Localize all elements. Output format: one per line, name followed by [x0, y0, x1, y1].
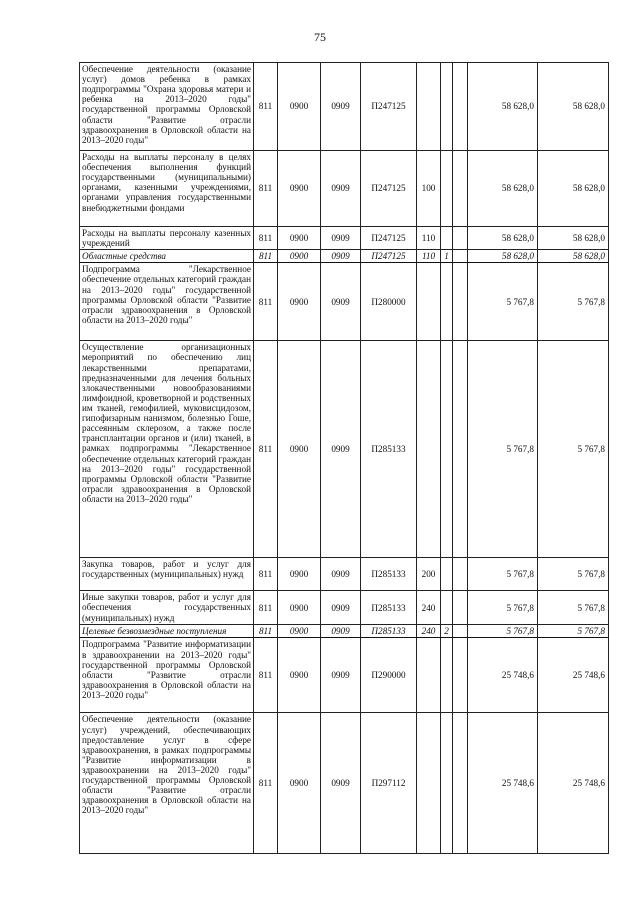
- ministry-code-cell: 811: [254, 638, 278, 713]
- amount-total-cell: 58 628,0: [468, 63, 538, 151]
- expense-type-cell: [417, 713, 441, 854]
- ministry-code-cell: 811: [254, 625, 278, 638]
- row-name-cell: Областные средства: [80, 250, 254, 263]
- table-row: [80, 625, 609, 638]
- subsection-code-cell: 0909: [321, 263, 361, 341]
- expense-type-cell: 110: [417, 250, 441, 263]
- ministry-code-cell: 811: [254, 151, 278, 227]
- empty-cell: [453, 263, 468, 341]
- target-article-cell: П247125: [361, 227, 417, 250]
- table-row: [80, 638, 609, 713]
- amount-second-cell: 5 767,8: [538, 263, 609, 341]
- funding-source-cell: [441, 341, 453, 558]
- ministry-code-cell: 811: [254, 250, 278, 263]
- funding-source-cell: 1: [441, 250, 453, 263]
- page-number: 75: [314, 30, 326, 44]
- amount-total-cell: 25 748,6: [468, 638, 538, 713]
- section-code-cell: 0900: [278, 625, 321, 638]
- section-code-cell: 0900: [278, 638, 321, 713]
- amount-total-cell: 5 767,8: [468, 341, 538, 558]
- empty-cell: [453, 341, 468, 558]
- row-name-cell: Целевые безвозмездные поступления: [80, 625, 254, 638]
- target-article-cell: П247125: [361, 250, 417, 263]
- budget-table: [79, 62, 609, 854]
- amount-second-cell: 5 767,8: [538, 558, 609, 591]
- row-name-cell: Обеспечение деятельности (оказание услуг) домов ребенка в рамках подпрограммы "Охрана здоровья матери и ребенка на 2013–2020 годы" государственной программы Орловской области "Развитие отрасли здравоохранения в Орловской области на 2013–2020 годы": [80, 63, 254, 151]
- target-article-cell: П285133: [361, 341, 417, 558]
- funding-source-cell: [441, 151, 453, 227]
- subsection-code-cell: 0909: [321, 63, 361, 151]
- ministry-code-cell: 811: [254, 341, 278, 558]
- table-row: [80, 227, 609, 250]
- target-article-cell: П290000: [361, 638, 417, 713]
- table-row: [80, 63, 609, 151]
- target-article-cell: П247125: [361, 63, 417, 151]
- row-name-cell: Закупка товаров, работ и услуг для государственных (муниципальных) нужд: [80, 558, 254, 591]
- expense-type-cell: 100: [417, 151, 441, 227]
- subsection-code-cell: 0909: [321, 151, 361, 227]
- section-code-cell: 0900: [278, 250, 321, 263]
- section-code-cell: 0900: [278, 713, 321, 854]
- row-name-cell: Осуществление организационных мероприятий по обеспечению лиц лекарственными препаратами, предназначенными для лечения больных злокачественными новообразованиями лимфоидной, кроветворной и родственных им тканей, гемофилией, муковисцидозом, гипофизарным нанизмом, болезнью Гоше, рассеянным склерозом, а также после трансплантации органов и (или) тканей, в рамках подпрограммы "Лекарственное обеспечение отдельных категорий граждан на 2013–2020 годы" государственной программы Орловской области "Развитие отрасли здравоохранения в Орловской области на 2013–2020 годы": [80, 341, 254, 558]
- amount-total-cell: 5 767,8: [468, 625, 538, 638]
- amount-total-cell: 5 767,8: [468, 558, 538, 591]
- subsection-code-cell: 0909: [321, 591, 361, 625]
- funding-source-cell: [441, 638, 453, 713]
- expense-type-cell: [417, 638, 441, 713]
- funding-source-cell: [441, 263, 453, 341]
- amount-second-cell: 5 767,8: [538, 591, 609, 625]
- empty-cell: [453, 151, 468, 227]
- amount-total-cell: 58 628,0: [468, 151, 538, 227]
- table-body: [80, 63, 609, 854]
- amount-total-cell: 58 628,0: [468, 227, 538, 250]
- table-row: [80, 151, 609, 227]
- empty-cell: [453, 250, 468, 263]
- table-row: [80, 591, 609, 625]
- row-name-cell: Иные закупки товаров, работ и услуг для обеспечения государственных (муниципальных) нужд: [80, 591, 254, 625]
- row-name-cell: Обеспечение деятельности (оказание услуг) учреждений, обеспечивающих предоставление услуг в сфере здравоохранения, в рамках подпрограммы "Развитие информатизации в здравоохранении на 2013–2020 годы" государственной программы Орловской области "Развитие отрасли здравоохранения в Орловской области на 2013–2020 годы": [80, 713, 254, 854]
- table-row: [80, 713, 609, 854]
- expense-type-cell: 110: [417, 227, 441, 250]
- funding-source-cell: [441, 63, 453, 151]
- expense-type-cell: 200: [417, 558, 441, 591]
- expense-type-cell: 240: [417, 625, 441, 638]
- row-name-cell: Расходы на выплаты персоналу казенных учреждений: [80, 227, 254, 250]
- subsection-code-cell: 0909: [321, 250, 361, 263]
- expense-type-cell: [417, 341, 441, 558]
- ministry-code-cell: 811: [254, 227, 278, 250]
- row-name-cell: Подпрограмма "Развитие информатизации в здравоохранении на 2013–2020 годы" государственной программы Орловской области "Развитие отрасли здравоохранения в Орловской области на 2013–2020 годы": [80, 638, 254, 713]
- amount-total-cell: 5 767,8: [468, 263, 538, 341]
- expense-type-cell: 240: [417, 591, 441, 625]
- amount-total-cell: 5 767,8: [468, 591, 538, 625]
- funding-source-cell: 2: [441, 625, 453, 638]
- table-row: [80, 250, 609, 263]
- section-code-cell: 0900: [278, 227, 321, 250]
- subsection-code-cell: 0909: [321, 638, 361, 713]
- amount-second-cell: 25 748,6: [538, 713, 609, 854]
- ministry-code-cell: 811: [254, 713, 278, 854]
- amount-total-cell: 58 628,0: [468, 250, 538, 263]
- expense-type-cell: [417, 63, 441, 151]
- amount-second-cell: 58 628,0: [538, 227, 609, 250]
- subsection-code-cell: 0909: [321, 625, 361, 638]
- empty-cell: [453, 591, 468, 625]
- target-article-cell: П285133: [361, 558, 417, 591]
- empty-cell: [453, 227, 468, 250]
- ministry-code-cell: 811: [254, 591, 278, 625]
- ministry-code-cell: 811: [254, 558, 278, 591]
- target-article-cell: П285133: [361, 591, 417, 625]
- amount-second-cell: 58 628,0: [538, 250, 609, 263]
- table-row: [80, 341, 609, 558]
- section-code-cell: 0900: [278, 63, 321, 151]
- section-code-cell: 0900: [278, 591, 321, 625]
- empty-cell: [453, 713, 468, 854]
- amount-second-cell: 5 767,8: [538, 341, 609, 558]
- expense-type-cell: [417, 263, 441, 341]
- section-code-cell: 0900: [278, 341, 321, 558]
- table-row: [80, 558, 609, 591]
- table-row: [80, 263, 609, 341]
- empty-cell: [453, 625, 468, 638]
- subsection-code-cell: 0909: [321, 341, 361, 558]
- amount-second-cell: 58 628,0: [538, 63, 609, 151]
- ministry-code-cell: 811: [254, 63, 278, 151]
- target-article-cell: П297112: [361, 713, 417, 854]
- ministry-code-cell: 811: [254, 263, 278, 341]
- section-code-cell: 0900: [278, 558, 321, 591]
- subsection-code-cell: 0909: [321, 558, 361, 591]
- amount-total-cell: 25 748,6: [468, 713, 538, 854]
- funding-source-cell: [441, 591, 453, 625]
- section-code-cell: 0900: [278, 151, 321, 227]
- funding-source-cell: [441, 227, 453, 250]
- subsection-code-cell: 0909: [321, 713, 361, 854]
- funding-source-cell: [441, 713, 453, 854]
- amount-second-cell: 25 748,6: [538, 638, 609, 713]
- row-name-cell: Подпрограмма "Лекарственное обеспечение отдельных категорий граждан на 2013–2020 годы" государственной программы Орловской области "Развитие отрасли здравоохранения в Орловской области на 2013–2020 годы": [80, 263, 254, 341]
- amount-second-cell: 58 628,0: [538, 151, 609, 227]
- empty-cell: [453, 638, 468, 713]
- amount-second-cell: 5 767,8: [538, 625, 609, 638]
- empty-cell: [453, 558, 468, 591]
- funding-source-cell: [441, 558, 453, 591]
- row-name-cell: Расходы на выплаты персоналу в целях обеспечения выполнения функций государственными (муниципальными) органами, казенными учреждениями, органами управления государственными внебюджетными фондами: [80, 151, 254, 227]
- subsection-code-cell: 0909: [321, 227, 361, 250]
- target-article-cell: П285133: [361, 625, 417, 638]
- empty-cell: [453, 63, 468, 151]
- target-article-cell: П280000: [361, 263, 417, 341]
- target-article-cell: П247125: [361, 151, 417, 227]
- section-code-cell: 0900: [278, 263, 321, 341]
